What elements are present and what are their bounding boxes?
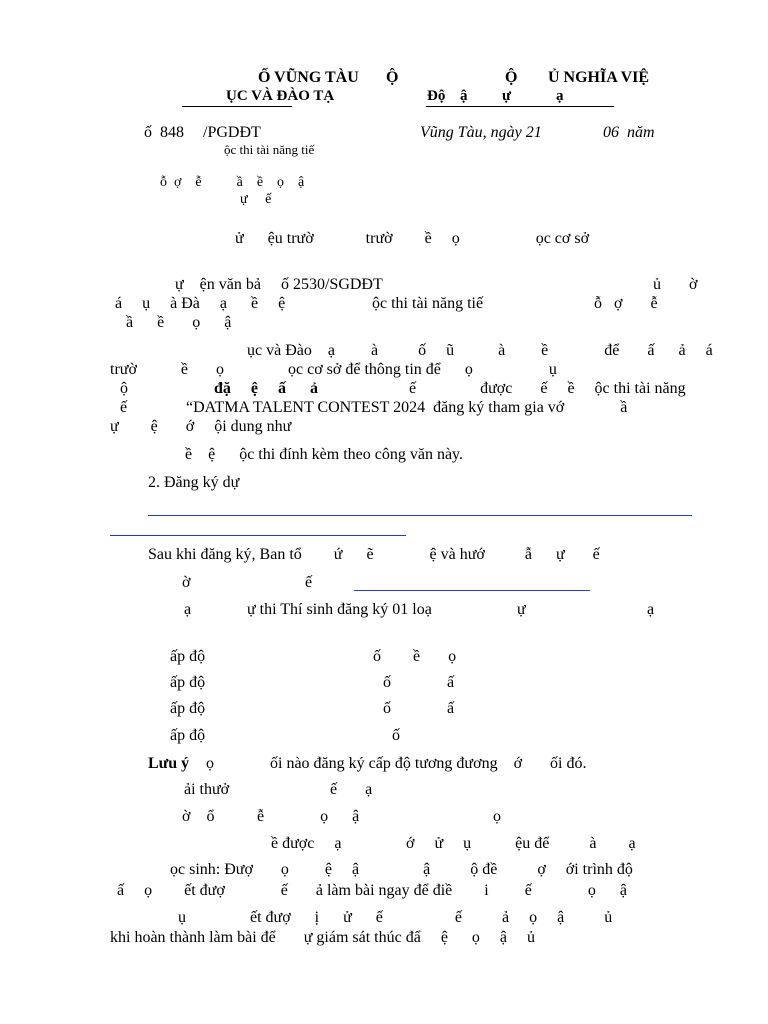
recipients-line: ử ệu trườ trườ ề ọ ọc cơ sở [235, 230, 590, 247]
p1-line-1b: ủ ờ [653, 276, 698, 293]
country-header: Ủ NGHĨA VIỆ [548, 69, 650, 86]
p2-line-3b: đặ ệ ấ ả [214, 380, 318, 397]
agency-name: Ố VŨNG TÀU [258, 69, 359, 86]
award-line-2b: ễ ọ ậ [257, 808, 360, 825]
contact-link-underline[interactable] [354, 590, 590, 591]
document-subject: ộc thi tài năng tiế [224, 142, 315, 157]
level-4-desc: ố [392, 727, 400, 744]
p4-line-1c: ự [517, 601, 526, 618]
addressee-line-2: ự ế [240, 192, 272, 207]
p3-line-1: Sau khi đăng ký, Ban tổ ứ ẽ ệ và hướ ẫ ự ế [148, 546, 600, 563]
motto-part-3: ự [502, 88, 512, 104]
award-line-2c: ọ [493, 808, 501, 825]
p4-line-1b: ự thi Thí sinh đăng ký 01 loạ [247, 601, 432, 618]
motto-part-4: ạ [556, 88, 564, 104]
p2-line-2: trườ ề ọ ọc cơ sở để thông tin để ọ ụ [110, 361, 557, 378]
place-date: Vũng Tàu, ngày 21 [420, 124, 542, 141]
award-line-2a: ờ ổ [182, 808, 215, 825]
p2-line-3c: ế được ế ề ộc thi tài năng [409, 380, 686, 397]
award-line-5: ấ ọ ết đượ ế ả làm bài ngay để điề i ế ọ ậ [117, 882, 627, 899]
p2-line-1: ục và Đào ạ à ố ũ à ề để ấ ả á [247, 342, 713, 359]
award-line-3a: ề được ạ [271, 835, 342, 852]
award-line-1b: ế ạ [330, 781, 373, 798]
p2-line-4a: ế [120, 399, 128, 416]
section-2-title: 2. Đăng ký dự [148, 474, 240, 491]
motto-part-1: Độ [427, 88, 446, 104]
p4-line-1a: ạ [184, 601, 192, 618]
award-line-3b: ớ ử ụ ệu để à ạ [406, 835, 636, 852]
p2-line-3a: ộ [120, 380, 128, 397]
p3-line-2a: ờ [182, 574, 191, 591]
award-line-4: ọc sinh: Đượ ọ ệ ậ ậ ộ đề ợ ới trình độ [170, 861, 633, 878]
document-code: /PGDĐT [203, 124, 261, 141]
motto-part-2: ậ [460, 88, 468, 104]
award-line-1a: ải thưở [184, 781, 230, 798]
agency-name-mark: Ộ [386, 69, 399, 86]
p1-line-2c: ỗ ợ ễ [594, 295, 658, 312]
p2-line-4b: “DATMA TALENT CONTEST 2024 đăng ký tham gia vớ ầ [186, 399, 628, 416]
note-text: ọ ối nào đăng ký cấp độ tương đương ớ ối đó. [194, 755, 587, 772]
country-header-mark: Ộ [505, 69, 518, 86]
level-1-label: ấp độ [170, 648, 206, 665]
p1-line-3: ầ ề ọ ậ [126, 314, 232, 331]
level-1-desc: ố ề ọ [373, 648, 457, 665]
level-2-desc: ố ấ [383, 674, 455, 691]
p1-line-2b: ộc thi tài năng tiế [372, 295, 484, 312]
p2-line-6: ề ệ ộc thi đính kèm theo công văn này. [185, 446, 463, 463]
p3-line-2b: ế [305, 574, 313, 591]
department-underline [182, 106, 292, 107]
registration-link-underline-1[interactable] [148, 515, 692, 516]
registration-link-underline-2[interactable] [110, 535, 406, 536]
level-4-label: ấp độ [170, 727, 206, 744]
p2-line-5: ự ệ ớ ội dung như [110, 418, 292, 435]
award-line-6: ụ ết đượ ị ử ế ế ả ọ ậ ủ [178, 909, 613, 926]
award-line-7: khi hoàn thành làm bài để ự giám sát thúc đẩ ệ ọ ậ ủ [110, 929, 536, 946]
motto-underline [426, 106, 614, 107]
month-year: 06 năm [603, 124, 655, 141]
level-3-desc: ố ấ [383, 700, 455, 717]
department-name: ỤC VÀ ĐÀO TẠ [226, 88, 335, 104]
document-number: ố 848 [144, 124, 184, 141]
p1-line-2a: á ụ à Đà ạ ề ệ [115, 295, 286, 312]
p4-line-1d: ạ [647, 601, 655, 618]
note-label: Lưu ý [148, 755, 190, 772]
level-2-label: ấp độ [170, 674, 206, 691]
p1-line-1a: ự ện văn bả ố 2530/SGDĐT [175, 276, 383, 293]
level-3-label: ấp độ [170, 700, 206, 717]
addressee-line-1: ỗ ợ ễ ầ ề ọ ậ [160, 175, 305, 190]
